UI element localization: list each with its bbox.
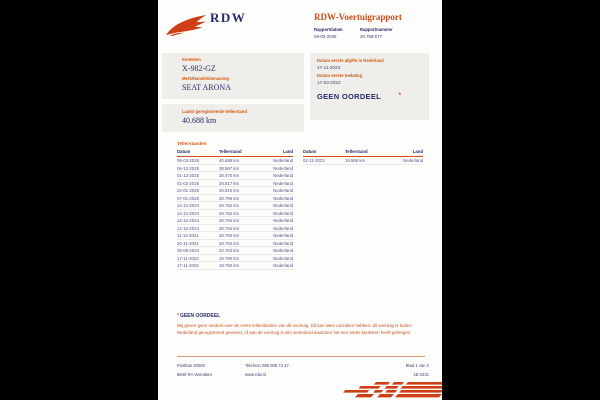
footer-page-info [406, 362, 429, 379]
table-row [177, 210, 293, 218]
table-row [177, 225, 293, 233]
report-number-value: 20.759.577 [360, 34, 382, 39]
cell-tellerstand: 28.794 km [219, 233, 240, 238]
verdict-text: GEEN OORDEEL [317, 91, 382, 101]
header-datum: Datum [303, 149, 317, 154]
cell-datum: 12-12-2024 [177, 210, 199, 216]
table-row [177, 195, 293, 203]
report-date-value: 06-03-2026 [314, 34, 337, 39]
cell-datum: 06-12-2025 [177, 165, 199, 171]
cell-datum: 01-12-2025 [177, 173, 199, 178]
table-column-right [303, 149, 423, 270]
cell-land: Nederland [273, 255, 293, 261]
footnote-title-text: GEEN OORDEEL [179, 313, 221, 319]
table-body-right [303, 157, 423, 165]
cell-land: Nederland [273, 188, 293, 193]
odometer-table-section [177, 141, 423, 270]
table-row [177, 217, 293, 225]
cell-tellerstand: 19.780 km [219, 255, 240, 261]
header-land: Land [412, 149, 423, 154]
table-columns [177, 149, 423, 270]
cell-tellerstand: 28.816 km [219, 188, 240, 193]
merk-value: SEAT ARONA [182, 82, 231, 92]
verdict-footnote [177, 313, 427, 336]
cell-tellerstand: 40.688 km [219, 158, 240, 163]
cell-datum: 17-11-2023 [177, 255, 199, 261]
verdict-row [317, 92, 421, 101]
cell-tellerstand: 38.567 km [219, 165, 240, 171]
logo-wordmark: RDW [210, 10, 247, 25]
footer-website: www.rdw.nl [245, 371, 266, 377]
cell-land: Nederland [273, 165, 293, 171]
cell-tellerstand: 28.794 km [219, 225, 240, 231]
cell-datum: 02-11-2023 [303, 158, 325, 163]
footnote-body: Wij geven geen oordeel over de reeks tellerstanden van dit voertuig. Dit kan twee oorzaken hebben: dit voertuig is buiten Nederland geregistreerd geweest, of aan dit voertuig is iets veranderd waardoor het een ander kenteken heeft gekregen. [177, 322, 412, 335]
cell-datum: 06-03-2026 [177, 158, 199, 163]
report-date [314, 27, 350, 39]
cell-land: Nederland [273, 195, 293, 201]
cell-tellerstand: 28.794 km [219, 203, 240, 208]
toelating-value: 17-03-2022 [317, 79, 341, 85]
cell-land: Nederland [403, 158, 423, 163]
vehicle-id-panel [162, 53, 304, 99]
cell-tellerstand: 28.817 km [219, 180, 240, 186]
cell-datum: 17-11-2023 [177, 263, 199, 268]
report-date-label: Rapportdatum [314, 27, 343, 32]
kenteken-label: Kenteken [182, 57, 201, 62]
cell-land: Nederland [273, 218, 293, 223]
odometer-value: 40.688 km [182, 115, 217, 125]
footer-form-code: 2E 0231 [413, 371, 429, 377]
table-body-left [177, 157, 293, 270]
cell-datum: 22-01-2025 [177, 188, 199, 193]
table-row [177, 157, 293, 165]
table-row [303, 157, 423, 165]
page-footer [177, 362, 429, 382]
cell-land: Nederland [273, 180, 293, 186]
header-datum: Datum [177, 149, 191, 154]
afgifte-label: Datum eerste afgifte in Nederland [317, 58, 384, 63]
report-title: RDW-Voertuigrapport [314, 12, 402, 22]
footer-contact [245, 362, 289, 379]
table-row [177, 172, 293, 180]
table-row [177, 247, 293, 255]
cell-datum: 26-11-2024 [177, 240, 199, 246]
table-row [177, 165, 293, 173]
header-tellerstand: Tellerstand [345, 149, 368, 154]
cell-datum: 01-02-2025 [177, 180, 199, 186]
footnote-asterisk: * [177, 313, 179, 319]
table-row [177, 240, 293, 248]
cell-tellerstand: 38.470 km [219, 173, 240, 178]
table-row [177, 262, 293, 270]
footer-phone: Telefoon 088 008 74 47 [245, 363, 289, 368]
cell-land: Nederland [273, 203, 293, 208]
cell-land: Nederland [273, 210, 293, 216]
cell-tellerstand: 28.796 km [219, 195, 240, 201]
cell-tellerstand: 28.794 km [219, 210, 240, 216]
cell-datum: 11-12-2024 [177, 233, 199, 238]
table-header-row [303, 149, 423, 157]
rdw-speed-stripes-icon [328, 382, 442, 399]
table-title: Tellerstanden [177, 141, 207, 146]
table-row [177, 202, 293, 210]
footer-divider [177, 356, 425, 357]
table-row [177, 180, 293, 188]
kenteken-value: X-982-GZ [182, 63, 216, 73]
report-meta [314, 27, 396, 39]
header-tellerstand: Tellerstand [219, 149, 242, 154]
footer-city: 9640 RA Veendam [177, 371, 212, 377]
cell-land: Nederland [273, 240, 293, 246]
cell-land: Nederland [273, 225, 293, 231]
cell-datum: 07-01-2025 [177, 195, 199, 201]
table-column-left [177, 149, 293, 270]
footer-page-number: Blad 1 van 2 [405, 363, 429, 368]
cell-land: Nederland [273, 233, 293, 238]
cell-datum: 12-12-2024 [177, 203, 199, 208]
cell-tellerstand: 23.783 km [219, 248, 240, 253]
odometer-label: Laatst geregistreerde tellerstand [182, 109, 247, 114]
cell-land: Nederland [273, 263, 293, 268]
cell-land: Nederland [273, 173, 293, 178]
cell-tellerstand: 28.794 km [219, 218, 240, 223]
cell-datum: 12-12-2024 [177, 218, 199, 223]
report-page [158, 0, 442, 400]
cell-tellerstand: 19.568 km [345, 158, 366, 163]
report-number-label: Rapportnummer [360, 27, 393, 32]
report-number [360, 27, 396, 39]
header-land: Land [282, 149, 293, 154]
footer-postbus: Postbus 30000 [177, 363, 205, 368]
cell-datum: 25-06-2024 [177, 248, 199, 253]
cell-tellerstand: 28.794 km [219, 240, 240, 246]
odometer-panel [162, 104, 304, 132]
merk-label: Merk/Handelsbenaming [182, 76, 230, 81]
table-row [177, 187, 293, 195]
cell-tellerstand: 19.750 km [219, 263, 240, 268]
cell-datum: 12-12-2024 [177, 225, 199, 231]
verdict-asterisk: * [398, 91, 401, 99]
footer-address [177, 362, 212, 379]
toelating-label: Datum eerste toelating [317, 73, 363, 78]
table-header-row [177, 149, 293, 157]
cell-land: Nederland [273, 248, 293, 253]
registration-panel [310, 53, 429, 120]
cell-land: Nederland [273, 158, 293, 163]
afgifte-value: 17-11-2023 [317, 64, 341, 70]
rdw-wing-logo-icon [165, 13, 207, 36]
footnote-title [177, 313, 427, 319]
table-row [177, 232, 293, 240]
table-row [177, 255, 293, 263]
